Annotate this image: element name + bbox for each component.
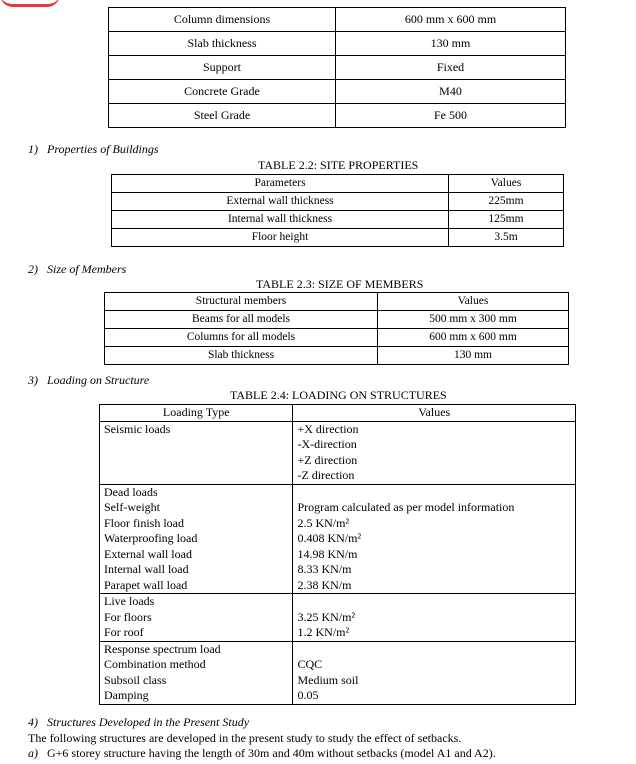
loading-type-line: For floors [104, 609, 152, 624]
list-item-a: a) G+6 storey structure having the length of 30m and 40m without setbacks (model A1 and A2). [28, 746, 496, 760]
loading-group-row [100, 421, 576, 484]
loading-value-line: 1.2 KN/m² [297, 625, 350, 639]
loading-group-row [100, 641, 576, 704]
section-heading-4: 4) Structures Developed in the Present Study [28, 715, 250, 729]
column-header: Structural members [105, 293, 378, 311]
loading-type-line: Response spectrum load [104, 641, 221, 656]
value-cell: 3.5m [449, 229, 564, 247]
loading-type-line: Seismic loads [104, 421, 171, 436]
value-cell: Fe 500 [336, 104, 566, 128]
column-header: Values [293, 405, 576, 422]
parameter-cell: External wall thickness [112, 193, 449, 211]
table-row [109, 104, 566, 128]
loading-type-line: Dead loads [104, 484, 158, 499]
value-cell: 500 mm x 300 mm [378, 311, 569, 329]
table-row [105, 329, 569, 347]
parameter-cell: Columns for all models [105, 329, 378, 347]
loading-type-cell [100, 594, 293, 642]
loading-value-line [297, 594, 575, 610]
loading-value-line: -Z direction [297, 468, 355, 482]
loading-type-cell [100, 641, 293, 704]
value-cell: 130 mm [378, 347, 569, 365]
table-row [105, 311, 569, 329]
site-properties-table [111, 174, 564, 247]
loading-value-cell [293, 594, 576, 642]
value-cell: M40 [336, 80, 566, 104]
loading-value-line: -X-direction [297, 437, 357, 451]
loading-type-cell [100, 421, 293, 484]
loading-value-line: 0.05 [297, 688, 319, 702]
parameter-cell: Steel Grade [109, 104, 336, 128]
loading-type-line: Waterproofing load [104, 531, 198, 545]
column-header: Loading Type [100, 405, 293, 422]
value-cell: 130 mm [336, 32, 566, 56]
loading-value-line: 2.38 KN/m [297, 577, 352, 592]
table-row [109, 8, 566, 32]
value-cell: 125mm [449, 211, 564, 229]
loading-value-line: Medium soil [297, 672, 359, 687]
table-2-3-caption: TABLE 2.3: SIZE OF MEMBERS [256, 277, 424, 291]
value-cell: 600 mm x 600 mm [336, 8, 566, 32]
table-row [105, 347, 569, 365]
loading-value-cell [293, 484, 576, 594]
structure-details-table [108, 7, 566, 128]
loading-type-line: External wall load [104, 546, 192, 561]
section-heading-2: 2) Size of Members [28, 262, 127, 276]
loading-value-line: +X direction [297, 421, 359, 436]
section-heading-3: 3) Loading on Structure [28, 373, 150, 387]
table-header-row [105, 293, 569, 311]
loading-value-line: CQC [297, 657, 323, 671]
loading-type-line: Parapet wall load [104, 577, 188, 592]
parameter-cell: Internal wall thickness [112, 211, 449, 229]
parameter-cell: Concrete Grade [109, 80, 336, 104]
loading-value-cell [293, 641, 576, 704]
loading-type-line: Subsoil class [104, 672, 167, 687]
parameter-cell: Column dimensions [109, 8, 336, 32]
table-row [109, 32, 566, 56]
size-of-members-table [104, 292, 569, 365]
table-row [112, 193, 564, 211]
parameter-cell: Beams for all models [105, 311, 378, 329]
loading-value-line: 8.33 KN/m [297, 562, 352, 576]
loading-type-line: Damping [104, 688, 149, 702]
loading-type-line: For roof [104, 625, 144, 639]
loading-value-line: 0.408 KN/m² [297, 531, 362, 545]
table-header-row [112, 175, 564, 193]
parameter-cell: Slab thickness [105, 347, 378, 365]
loading-value-line: Program calculated as per model information [297, 500, 515, 514]
loading-value-line: 3.25 KN/m² [297, 609, 356, 624]
loading-value-cell [293, 421, 576, 484]
table-row [109, 80, 566, 104]
section-heading-1: 1) Properties of Buildings [28, 142, 159, 156]
table-2-2-caption: TABLE 2.2: SITE PROPERTIES [258, 158, 419, 172]
parameter-cell: Slab thickness [109, 32, 336, 56]
column-header: Values [378, 293, 569, 311]
loading-type-line: Self-weight [104, 500, 160, 514]
loading-value-line: 14.98 KN/m [297, 546, 358, 561]
decorative-corner-mark [0, 0, 60, 7]
loading-value-line: 2.5 KN/m² [297, 515, 350, 530]
column-header: Parameters [112, 175, 449, 193]
loading-value-line [297, 642, 575, 658]
table-header-row [100, 405, 576, 422]
body-paragraph: The following structures are developed in the present study to study the effect of setbacks. [28, 731, 462, 745]
loading-type-line: Live loads [104, 594, 155, 608]
value-cell: Fixed [336, 56, 566, 80]
loading-on-structures-table [99, 404, 576, 705]
loading-value-line [297, 485, 575, 501]
loading-type-line: Combination method [104, 657, 206, 671]
table-row [109, 56, 566, 80]
loading-type-cell [100, 484, 293, 594]
loading-type-line: Floor finish load [104, 515, 184, 530]
parameter-cell: Floor height [112, 229, 449, 247]
column-header: Values [449, 175, 564, 193]
loading-type-line: Internal wall load [104, 562, 189, 576]
table-row [112, 211, 564, 229]
loading-value-line: +Z direction [297, 452, 358, 467]
value-cell: 225mm [449, 193, 564, 211]
loading-group-row [100, 484, 576, 594]
table-row [112, 229, 564, 247]
parameter-cell: Support [109, 56, 336, 80]
loading-group-row [100, 594, 576, 642]
value-cell: 600 mm x 600 mm [378, 329, 569, 347]
table-2-4-caption: TABLE 2.4: LOADING ON STRUCTURES [230, 388, 447, 402]
